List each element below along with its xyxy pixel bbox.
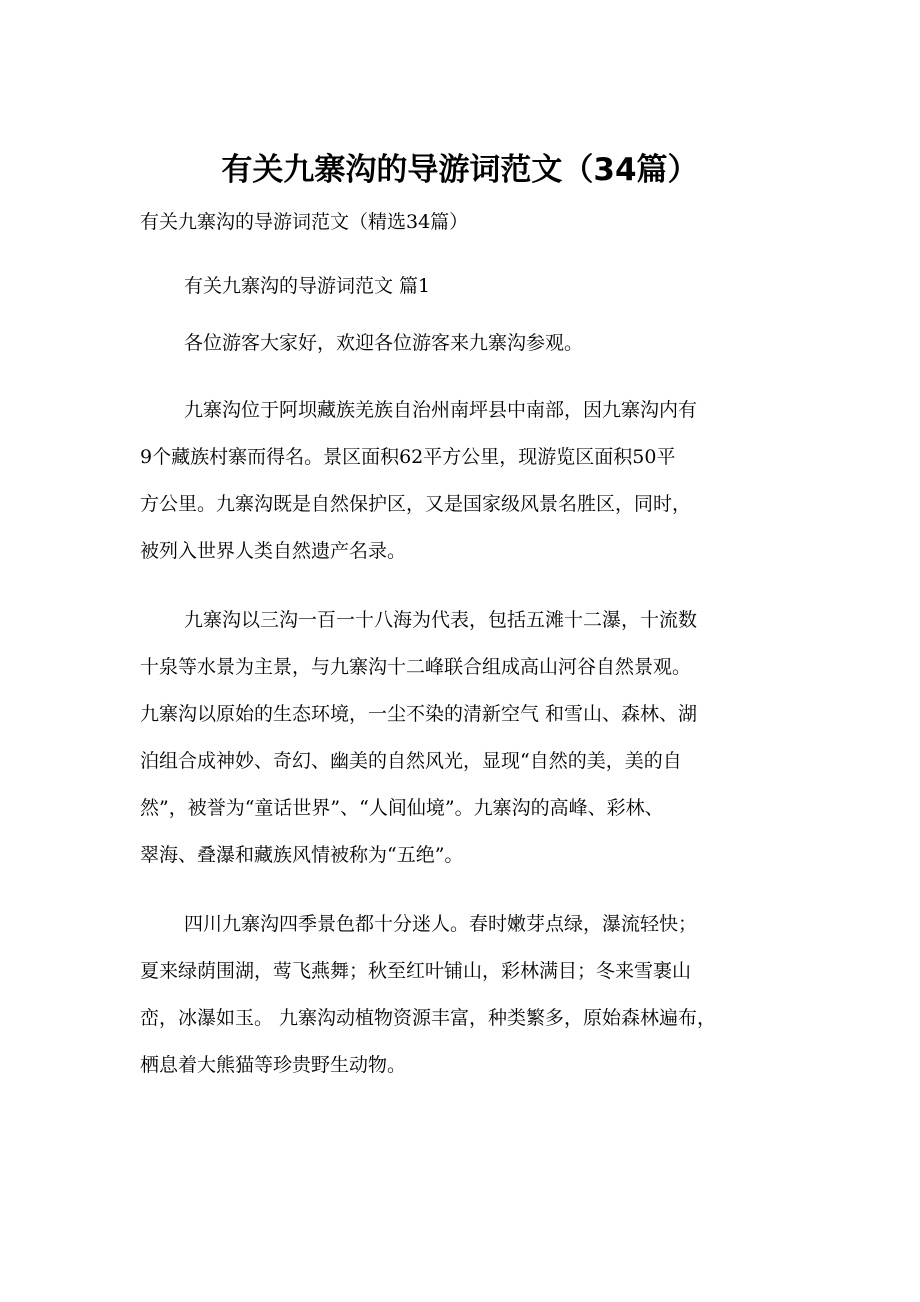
- paragraph-line: 夏来绿荫围湖，莺飞燕舞；秋至红叶铺山，彩林满目；冬来雪裹山: [140, 960, 692, 982]
- paragraph-line: 九寨沟以原始的生态环境，一尘不染的清新空气 和雪山、森林、湖: [140, 703, 698, 725]
- paragraph-line: 十泉等水景为主景，与九寨沟十二峰联合组成高山河谷自然景观。: [140, 656, 692, 678]
- paragraph-line: 四川九寨沟四季景色都十分迷人。春时嫩芽点绿，瀑流轻快；: [184, 913, 698, 935]
- paragraph-line: 峦，冰瀑如玉。 九寨沟动植物资源丰富，种类繁多，原始森林遍布，: [140, 1007, 717, 1029]
- paragraph-location: [140, 387, 800, 575]
- paragraph-line: 被列入世界人类自然遗产名录。: [140, 540, 407, 562]
- paragraph-line: 九寨沟以三沟一百一十八海为代表，包括五滩十二瀑，十流数: [184, 609, 698, 631]
- document-title: 有关九寨沟的导游词范文（34篇）: [221, 152, 699, 188]
- paragraph-line: 栖息着大熊猫等珍贵野生动物。: [140, 1054, 407, 1076]
- paragraph-line: 各位游客大家好，欢迎各位游客来九寨沟参观。: [184, 332, 584, 354]
- paragraph-line: 然”，被誉为“童话世界”、“人间仙境”。九寨沟的高峰、彩林、: [140, 797, 664, 819]
- paragraph-scenery: [140, 597, 800, 879]
- paragraph-line: 方公里。九寨沟既是自然保护区，又是国家级风景名胜区，同时，: [140, 493, 692, 515]
- paragraph-line: 泊组合成神妙、奇幻、幽美的自然风光，显现“自然的美，美的自: [140, 750, 682, 772]
- paragraph-line: 9个藏族村寨而得名。景区面积62平方公里，现游览区面积50平: [140, 446, 676, 468]
- paragraph-line: 翠海、叠瀑和藏族风情被称为“五绝”。: [140, 844, 464, 866]
- section-heading: 有关九寨沟的导游词范文 篇1: [184, 275, 431, 297]
- document-subtitle: 有关九寨沟的导游词范文（精选34篇）: [140, 211, 469, 233]
- paragraph-seasons: [140, 901, 800, 1089]
- paragraph-greeting: [140, 320, 800, 367]
- paragraph-line: 九寨沟位于阿坝藏族羌族自治州南坪县中南部，因九寨沟内有: [184, 399, 698, 421]
